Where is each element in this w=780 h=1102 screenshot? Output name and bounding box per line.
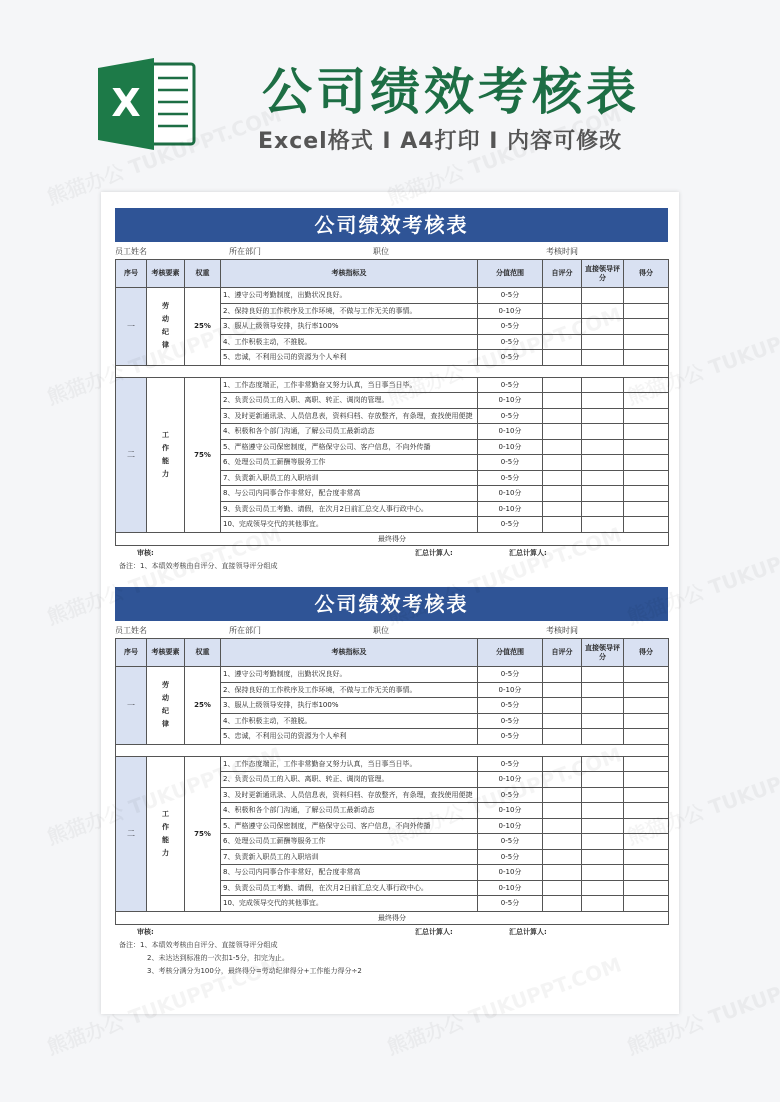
evaluation-form-2 [115,587,668,977]
employee-name-label: 员工姓名 [115,247,147,256]
element-char: 动 [162,694,169,703]
final-score-cell[interactable] [624,470,669,486]
element-char: 动 [162,315,169,324]
element-char: 力 [162,469,169,478]
element-char: 力 [162,848,169,857]
leader-score-cell[interactable] [582,334,624,350]
element-char: 能 [162,456,169,465]
final-score-cell[interactable] [624,393,669,409]
summary-calc-label: 汇总计算人: [415,927,453,936]
review-label: 审核: [137,548,154,557]
form-footer [115,546,668,572]
note-line [115,964,668,977]
criterion-cell: 10、完成领导交代的其他事宜。 [221,517,478,533]
score-range-cell: 0-5分 [478,849,543,865]
position-label: 职位 [373,626,389,635]
score-range-cell: 0-10分 [478,424,543,440]
score-range-cell: 0-5分 [478,470,543,486]
element-char: 律 [162,341,169,350]
self-score-cell[interactable] [543,849,582,865]
score-range-cell: 0-10分 [478,818,543,834]
criterion-cell: 6、处理公司员工薪酬等服务工作 [221,834,478,850]
column-header: 分值范围 [478,260,543,288]
table-row [116,667,669,683]
element-char: 工 [162,809,169,818]
self-score-cell[interactable] [543,865,582,881]
final-score-cell[interactable] [624,408,669,424]
page-title: 公司绩效考核表 [262,63,640,121]
criterion-cell: 2、负责公司员工的入职、离职、转正、调岗的管理。 [221,772,478,788]
self-score-cell[interactable] [543,501,582,517]
group-element [147,377,185,532]
criterion-cell: 2、保持良好的工作秩序及工作环境，不做与工作无关的事情。 [221,303,478,319]
leader-score-cell[interactable] [582,803,624,819]
element-char: 劳 [162,681,169,690]
column-header: 得分 [624,639,669,667]
criterion-cell: 1、遵守公司考勤制度，出勤状况良好。 [221,288,478,304]
final-score-cell[interactable] [624,501,669,517]
score-range-cell: 0-10分 [478,772,543,788]
column-header: 权重 [185,639,221,667]
table-header-row [116,639,669,667]
final-score-cell[interactable] [624,729,669,745]
group-element-text [149,300,182,352]
element-char: 纪 [162,328,169,337]
review-time-label: 考核时间 [546,626,578,635]
final-score-cell[interactable] [624,818,669,834]
score-range-cell: 0-10分 [478,486,543,502]
table-row [116,377,669,393]
self-score-cell[interactable] [543,470,582,486]
final-score-cell[interactable] [624,772,669,788]
criterion-cell: 5、严格遵守公司保密制度，严格保守公司、客户信息，不向外传播 [221,439,478,455]
column-header: 考核要素 [147,260,185,288]
score-range-cell: 0-5分 [478,713,543,729]
group-number: 二 [116,377,147,532]
total-label: 最终得分 [116,911,669,924]
evaluation-table [115,259,669,546]
column-header: 序号 [116,639,147,667]
element-char: 工 [162,430,169,439]
final-score-cell[interactable] [624,787,669,803]
leader-score-cell[interactable] [582,772,624,788]
criterion-cell: 10、完成领导交代的其他事宜。 [221,896,478,912]
group-weight: 25% [185,288,221,366]
evaluation-form-1 [115,208,668,572]
criterion-cell: 2、负责公司员工的入职、离职、转正、调岗的管理。 [221,393,478,409]
note-line [115,938,668,951]
final-score-cell[interactable] [624,834,669,850]
position-label: 职位 [373,247,389,256]
criterion-cell: 9、负责公司员工考勤、请假，在次月2日前汇总交人事行政中心。 [221,501,478,517]
leader-score-cell[interactable] [582,667,624,683]
group-element-text [149,808,182,860]
self-score-cell[interactable] [543,377,582,393]
self-score-cell[interactable] [543,350,582,366]
employee-name-label: 员工姓名 [115,626,147,635]
score-range-cell: 0-5分 [478,334,543,350]
self-score-cell[interactable] [543,408,582,424]
employee-info-row [115,242,668,259]
self-score-cell[interactable] [543,818,582,834]
score-range-cell: 0-5分 [478,756,543,772]
score-range-cell: 0-5分 [478,834,543,850]
leader-score-cell[interactable] [582,849,624,865]
final-score-cell[interactable] [624,288,669,304]
self-score-cell[interactable] [543,424,582,440]
self-score-cell[interactable] [543,803,582,819]
self-score-cell[interactable] [543,393,582,409]
separator-cell [116,365,669,377]
criterion-cell: 3、服从上级领导安排，执行率100% [221,698,478,714]
criterion-cell: 7、负责新入职员工的入职培训 [221,849,478,865]
final-score-cell[interactable] [624,896,669,912]
score-range-cell: 0-5分 [478,667,543,683]
element-char: 能 [162,835,169,844]
summary-calc-label-2: 汇总计算人: [509,548,547,557]
score-range-cell: 0-10分 [478,880,543,896]
signature-line [115,546,668,559]
element-char: 律 [162,720,169,729]
score-range-cell: 0-5分 [478,288,543,304]
column-header: 直接领导评分 [582,639,624,667]
column-header: 考核要素 [147,639,185,667]
leader-score-cell[interactable] [582,517,624,533]
column-header: 考核指标及 [221,639,478,667]
form-title: 公司绩效考核表 [115,587,668,621]
excel-logo-icon [98,58,198,150]
final-score-cell[interactable] [624,849,669,865]
self-score-cell[interactable] [543,772,582,788]
score-range-cell: 0-10分 [478,803,543,819]
leader-score-cell[interactable] [582,787,624,803]
self-score-cell[interactable] [543,486,582,502]
element-char: 劳 [162,302,169,311]
leader-score-cell[interactable] [582,439,624,455]
separator-row [116,744,669,756]
column-header: 得分 [624,260,669,288]
group-number: 一 [116,667,147,745]
score-range-cell: 0-5分 [478,455,543,471]
signature-line [115,925,668,938]
leader-score-cell[interactable] [582,698,624,714]
leader-score-cell[interactable] [582,834,624,850]
column-header: 直接领导评分 [582,260,624,288]
self-score-cell[interactable] [543,667,582,683]
total-row [116,911,669,924]
form-title: 公司绩效考核表 [115,208,668,242]
element-char: 作 [162,443,169,452]
column-header: 序号 [116,260,147,288]
criterion-cell: 3、及时更新通讯录、人员信息表，资料归档、存放整齐，有条理，查找使用便捷 [221,408,478,424]
leader-score-cell[interactable] [582,756,624,772]
final-score-cell[interactable] [624,424,669,440]
note-text: 3、考核分满分为100分，最终得分=劳动纪律得分+工作能力得分÷2 [147,966,362,975]
banner [0,0,780,190]
note-text: 2、未达达到标准的一次扣1-5分，扣完为止。 [147,953,289,962]
leader-score-cell[interactable] [582,818,624,834]
score-range-cell: 0-5分 [478,408,543,424]
score-range-cell: 0-5分 [478,787,543,803]
employee-info-row [115,621,668,638]
leader-score-cell[interactable] [582,682,624,698]
note-text: 备注：1、本绩效考核由自评分、直接领导评分组成 [119,940,278,949]
self-score-cell[interactable] [543,517,582,533]
leader-score-cell[interactable] [582,377,624,393]
review-label: 审核: [137,927,154,936]
score-range-cell: 0-5分 [478,377,543,393]
group-element-text [149,679,182,731]
column-header: 考核指标及 [221,260,478,288]
final-score-cell[interactable] [624,303,669,319]
leader-score-cell[interactable] [582,729,624,745]
column-header: 自评分 [543,260,582,288]
leader-score-cell[interactable] [582,455,624,471]
self-score-cell[interactable] [543,455,582,471]
score-range-cell: 0-10分 [478,865,543,881]
logo-letter: X [111,81,141,125]
self-score-cell[interactable] [543,834,582,850]
self-score-cell[interactable] [543,756,582,772]
criterion-cell: 4、积极和各个部门沟通，了解公司员工最新动态 [221,424,478,440]
score-range-cell: 0-5分 [478,896,543,912]
score-range-cell: 0-5分 [478,698,543,714]
criterion-cell: 6、处理公司员工薪酬等服务工作 [221,455,478,471]
element-char: 作 [162,822,169,831]
criterion-cell: 5、忠诚，不利用公司的资源为个人牟利 [221,729,478,745]
final-score-cell[interactable] [624,319,669,335]
group-element-text [149,429,182,481]
leader-score-cell[interactable] [582,486,624,502]
group-number: 一 [116,288,147,366]
group-element [147,667,185,745]
leader-score-cell[interactable] [582,393,624,409]
criterion-cell: 1、工作态度端正，工作非常勤奋又努力认真，当日事当日毕。 [221,377,478,393]
self-score-cell[interactable] [543,880,582,896]
separator-row [116,365,669,377]
criterion-cell: 8、与公司内同事合作非常好，配合度非常高 [221,486,478,502]
criterion-cell: 4、工作积极主动，不推脱。 [221,713,478,729]
criterion-cell: 1、遵守公司考勤制度，出勤状况良好。 [221,667,478,683]
final-score-cell[interactable] [624,756,669,772]
score-range-cell: 0-5分 [478,517,543,533]
group-weight: 75% [185,756,221,911]
self-score-cell[interactable] [543,682,582,698]
leader-score-cell[interactable] [582,470,624,486]
self-score-cell[interactable] [543,288,582,304]
final-score-cell[interactable] [624,880,669,896]
final-score-cell[interactable] [624,486,669,502]
self-score-cell[interactable] [543,713,582,729]
leader-score-cell[interactable] [582,319,624,335]
group-element [147,288,185,366]
leader-score-cell[interactable] [582,896,624,912]
final-score-cell[interactable] [624,698,669,714]
leader-score-cell[interactable] [582,424,624,440]
score-range-cell: 0-10分 [478,303,543,319]
column-header: 分值范围 [478,639,543,667]
document-preview [101,192,679,1014]
group-weight: 75% [185,377,221,532]
department-label: 所在部门 [229,626,261,635]
table-header-row [116,260,669,288]
score-range-cell: 0-10分 [478,439,543,455]
self-score-cell[interactable] [543,896,582,912]
table-row [116,756,669,772]
total-row [116,532,669,545]
criterion-cell: 2、保持良好的工作秩序及工作环境，不做与工作无关的事情。 [221,682,478,698]
self-score-cell[interactable] [543,698,582,714]
final-score-cell[interactable] [624,377,669,393]
criterion-cell: 7、负责新入职员工的入职培训 [221,470,478,486]
criterion-cell: 9、负责公司员工考勤、请假，在次月2日前汇总交人事行政中心。 [221,880,478,896]
summary-calc-label-2: 汇总计算人: [509,927,547,936]
final-score-cell[interactable] [624,865,669,881]
criterion-cell: 4、工作积极主动，不推脱。 [221,334,478,350]
leader-score-cell[interactable] [582,865,624,881]
leader-score-cell[interactable] [582,880,624,896]
group-number: 二 [116,756,147,911]
note-line [115,559,668,572]
final-score-cell[interactable] [624,517,669,533]
table-row [116,288,669,304]
leader-score-cell[interactable] [582,501,624,517]
leader-score-cell[interactable] [582,350,624,366]
final-score-cell[interactable] [624,455,669,471]
leader-score-cell[interactable] [582,288,624,304]
self-score-cell[interactable] [543,334,582,350]
score-range-cell: 0-5分 [478,729,543,745]
department-label: 所在部门 [229,247,261,256]
criterion-cell: 5、严格遵守公司保密制度，严格保守公司、客户信息，不向外传播 [221,818,478,834]
self-score-cell[interactable] [543,787,582,803]
note-text: 备注：1、本绩效考核由自评分、直接领导评分组成 [119,561,278,570]
column-header: 权重 [185,260,221,288]
score-range-cell: 0-5分 [478,350,543,366]
final-score-cell[interactable] [624,350,669,366]
page-subtitle: Excel格式 I A4打印 I 内容可修改 [258,129,623,154]
evaluation-table [115,638,669,925]
separator-cell [116,744,669,756]
self-score-cell[interactable] [543,729,582,745]
group-element [147,756,185,911]
criterion-cell: 5、忠诚，不利用公司的资源为个人牟利 [221,350,478,366]
review-time-label: 考核时间 [546,247,578,256]
final-score-cell[interactable] [624,803,669,819]
criterion-cell: 4、积极和各个部门沟通，了解公司员工最新动态 [221,803,478,819]
leader-score-cell[interactable] [582,713,624,729]
score-range-cell: 0-5分 [478,319,543,335]
form-footer [115,925,668,977]
total-label: 最终得分 [116,532,669,545]
column-header: 自评分 [543,639,582,667]
summary-calc-label: 汇总计算人: [415,548,453,557]
score-range-cell: 0-10分 [478,501,543,517]
self-score-cell[interactable] [543,319,582,335]
self-score-cell[interactable] [543,303,582,319]
final-score-cell[interactable] [624,439,669,455]
score-range-cell: 0-10分 [478,393,543,409]
note-line [115,951,668,964]
final-score-cell[interactable] [624,667,669,683]
final-score-cell[interactable] [624,713,669,729]
leader-score-cell[interactable] [582,408,624,424]
final-score-cell[interactable] [624,334,669,350]
leader-score-cell[interactable] [582,303,624,319]
score-range-cell: 0-10分 [478,682,543,698]
final-score-cell[interactable] [624,682,669,698]
element-char: 纪 [162,707,169,716]
self-score-cell[interactable] [543,439,582,455]
group-weight: 25% [185,667,221,745]
criterion-cell: 3、及时更新通讯录、人员信息表，资料归档、存放整齐，有条理，查找使用便捷 [221,787,478,803]
criterion-cell: 8、与公司内同事合作非常好，配合度非常高 [221,865,478,881]
criterion-cell: 1、工作态度端正，工作非常勤奋又努力认真，当日事当日毕。 [221,756,478,772]
criterion-cell: 3、服从上级领导安排，执行率100% [221,319,478,335]
